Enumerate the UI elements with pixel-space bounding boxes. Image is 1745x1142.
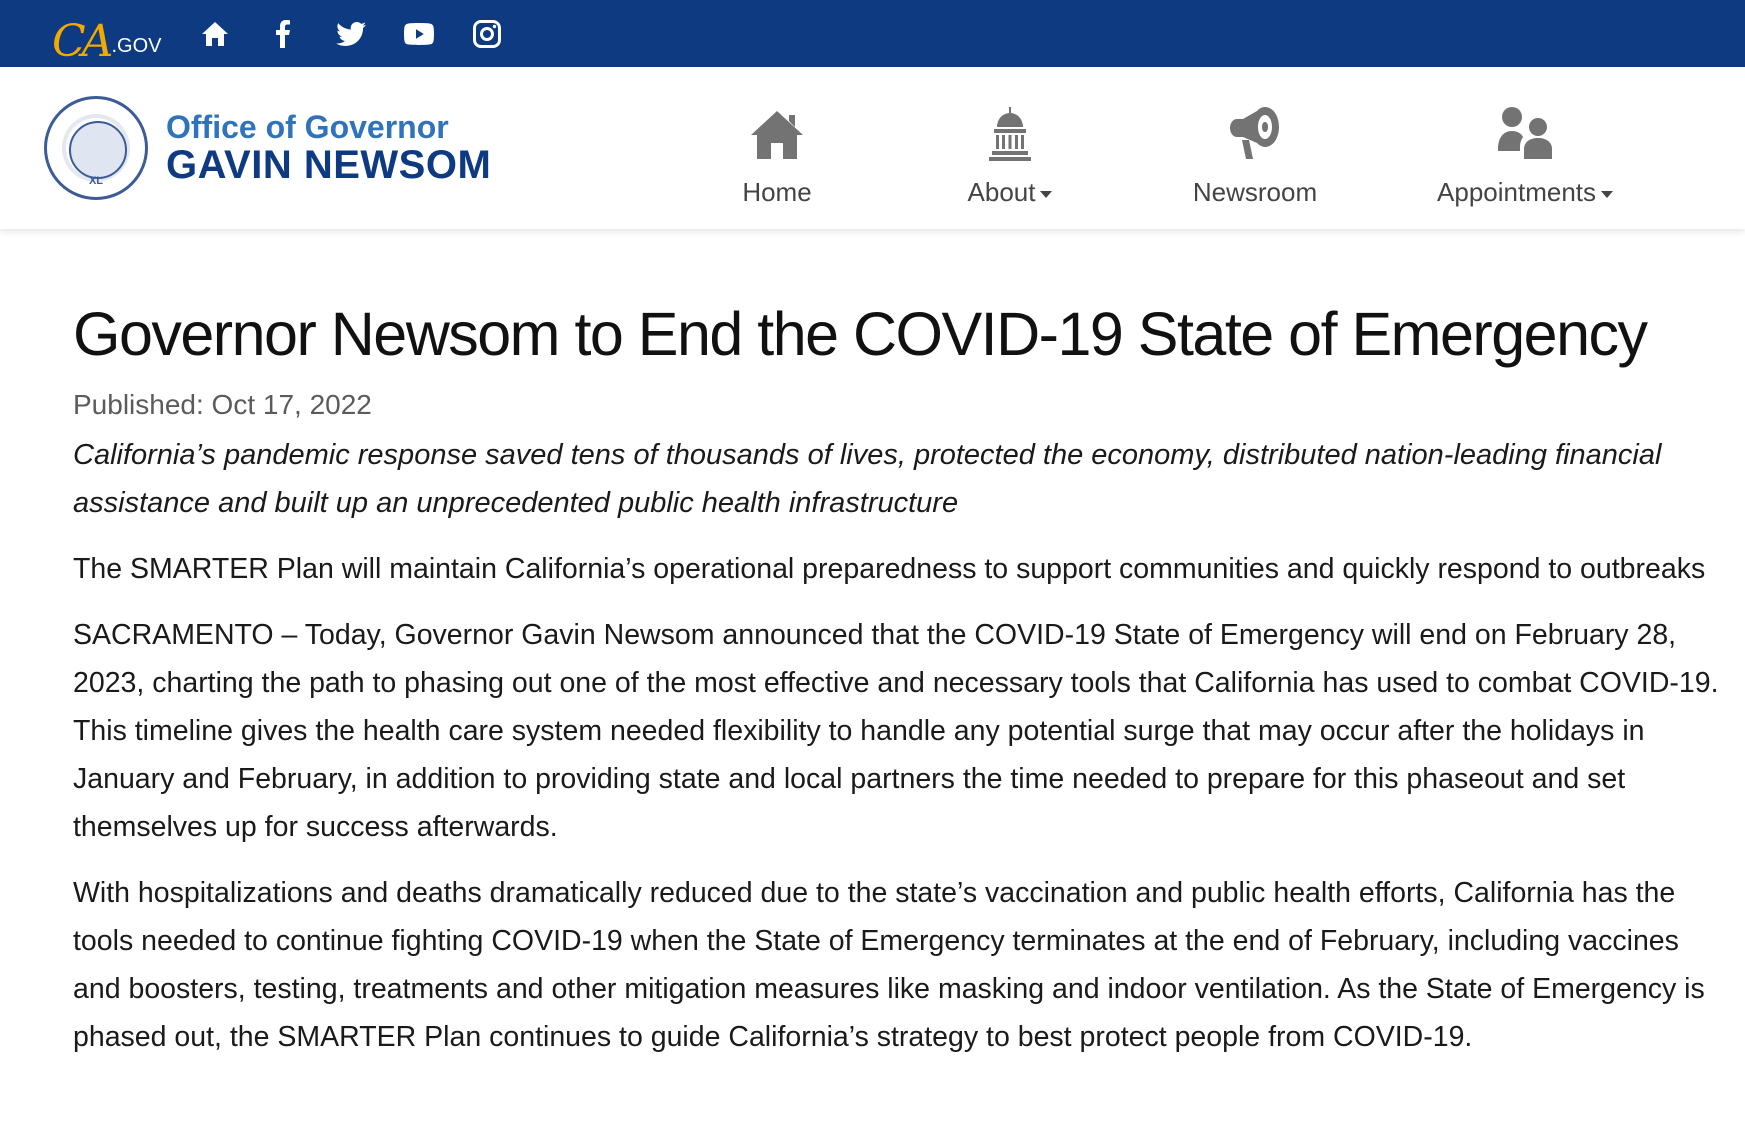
chevron-down-icon [1601, 191, 1613, 198]
facebook-icon[interactable] [267, 18, 299, 50]
seal-center [69, 121, 127, 179]
users-icon [1496, 91, 1554, 161]
governor-office-logo[interactable] [44, 96, 664, 200]
seal-text: XL [88, 175, 104, 187]
article-paragraph: The SMARTER Plan will maintain California’s operational preparedness to support communities and quickly respond to outbreaks [73, 553, 1706, 585]
youtube-icon[interactable] [403, 18, 435, 50]
nav-appointments-text: Appointments [1437, 177, 1596, 207]
gov-logo-text: .GOV [111, 34, 162, 57]
nav-about-text: About [967, 177, 1036, 207]
governor-name: GAVIN NEWSOM [166, 143, 492, 187]
home-icon [749, 91, 805, 161]
nav-about-label [968, 177, 1053, 208]
nav-appointments[interactable] [1437, 67, 1610, 208]
chevron-down-icon [1040, 191, 1052, 198]
nav-about[interactable] [955, 67, 1065, 208]
nav-appointments-label [1437, 177, 1613, 208]
state-seal-icon [44, 96, 148, 200]
nav-home[interactable] [722, 67, 832, 208]
nav-home-label: Home [742, 177, 812, 207]
home-icon[interactable] [199, 18, 231, 50]
nav-newsroom[interactable] [1190, 67, 1320, 208]
article-paragraph: With hospitalizations and deaths dramatically reduced due to the state’s vaccination and public health efforts, California has the tools needed to continue fighting COVID-19 when the State of Emergency terminates at the end of February, including vaccines and boosters, testing, treatments and other mitigation measures like masking and indoor ventilation. As the State of Emergency is phased out, the SMARTER Plan continues to guide California’s strategy to best protect people from COVID-19. [73, 877, 1705, 1053]
nav-newsroom-label: Newsroom [1192, 177, 1318, 207]
article-paragraph: SACRAMENTO – Today, Governor Gavin Newsom announced that the COVID-19 State of Emergency will end on February 28, 2023, charting the path to phasing out one of the most effective and necessary tools that California has used to combat COVID-19. This timeline gives the health care system needed flexibility to handle any potential surge that may occur after the holidays in January and February, in addition to providing state and local partners the time needed to prepare for this phaseout and set themselves up for success afterwards. [73, 619, 1719, 843]
social-links [199, 18, 503, 50]
ca-logo-text: CA [52, 15, 110, 67]
ca-gov-utility-bar [0, 0, 1745, 67]
ca-gov-logo[interactable] [52, 4, 162, 67]
article-subhead: California’s pandemic response saved tens of thousands of lives, protected the economy, distributed nation-leading financial assistance and built up an unprecedented public health infrastructure [73, 439, 1662, 519]
page-title: Governor Newsom to End the COVID-19 State of Emergency [73, 300, 1647, 368]
brand-text [166, 110, 491, 186]
article [0, 297, 1745, 1061]
megaphone-icon [1229, 91, 1281, 161]
published-date: Published: Oct 17, 2022 [73, 389, 372, 420]
site-header [0, 67, 1745, 229]
office-line: Office of Governor [166, 109, 449, 145]
capitol-icon [988, 91, 1032, 161]
instagram-icon[interactable] [471, 18, 503, 50]
twitter-icon[interactable] [335, 18, 367, 50]
